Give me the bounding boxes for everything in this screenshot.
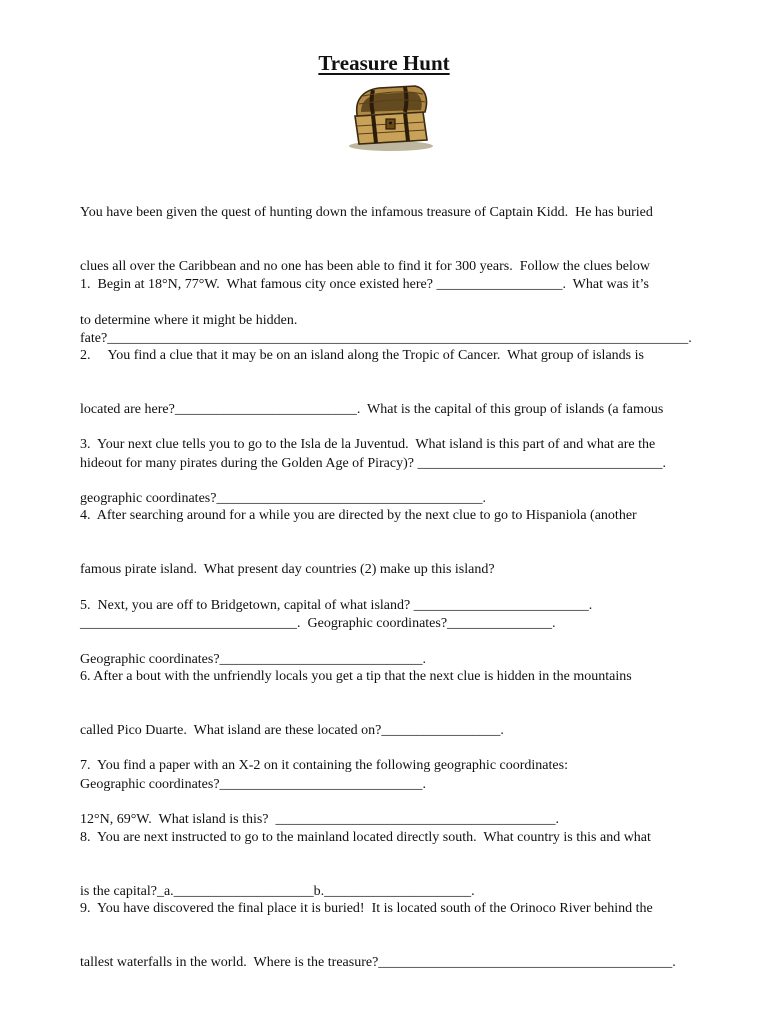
intro-line: You have been given the quest of hunting down the infamous treasure of Captain Kidd. He has buried [80,205,653,220]
question-line: Geographic coordinates?_____________________________. [80,652,427,667]
question-line: tallest waterfalls in the world. Where is the treasure?__________________________________________. [80,955,676,970]
question-line: located are here?__________________________. What is the capital of this group of islands (a famous [80,402,664,417]
question-line: 6. After a bout with the unfriendly locals you get a tip that the next clue is hidden in the mountains [80,669,632,684]
question-line: _______________________________. Geographic coordinates?_______________. [80,616,556,631]
question-line: fate?___________________________________________________________________________________. [80,331,692,346]
question-line: called Pico Duarte. What island are these located on?_________________. [80,723,504,738]
question-line: 7. You find a paper with an X-2 on it containing the following geographic coordinates: [80,758,568,773]
question-line: 9. You have discovered the final place it is buried! It is located south of the Orinoco River behind the [80,901,653,916]
question-line: hideout for many pirates during the Golden Age of Piracy)? ___________________________________. [80,456,666,471]
question-line: 12°N, 69°W. What island is this? ________________________________________. [80,812,560,827]
question-line: 2. You find a clue that it may be on an island along the Tropic of Cancer. What group of islands is [80,348,644,363]
treasure-chest-icon [345,82,437,152]
question-line: 3. Your next clue tells you to go to the Isla de la Juventud. What island is this part of and what are the [80,437,656,452]
question-line: 4. After searching around for a while you are directed by the next clue to go to Hispaniola (another [80,508,637,523]
question-line: is the capital?_a.____________________b._____________________. [80,884,475,899]
intro-line: to determine where it might be hidden. [80,313,298,328]
intro-line: clues all over the Caribbean and no one has been able to find it for 300 years. Follow the clues below [80,259,650,274]
question-line: geographic coordinates?______________________________________. [80,491,486,506]
question-line: 5. Next, you are off to Bridgetown, capital of what island? _________________________. [80,598,593,613]
question-line: 1. Begin at 18°N, 77°W. What famous city once existed here? __________________. What was it’s [80,277,649,292]
question-line: 8. You are next instructed to go to the mainland located directly south. What country is this and what [80,830,651,845]
page-title: Treasure Hunt [318,51,450,75]
question-line: Geographic coordinates?_____________________________. [80,777,427,792]
question-line: famous pirate island. What present day countries (2) make up this island? [80,562,495,577]
question-9 [80,864,705,1008]
